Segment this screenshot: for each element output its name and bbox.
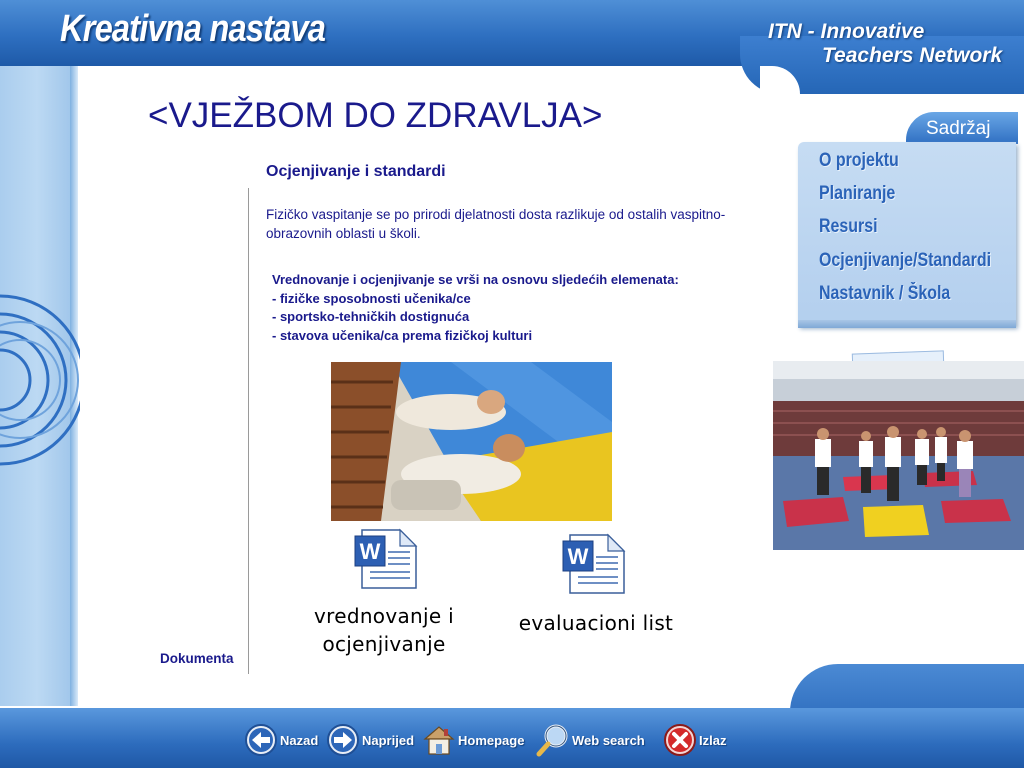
menu-item-grading-standards[interactable]: Ocjenjivanje/Standardi (819, 250, 992, 271)
arrow-right-icon (326, 723, 360, 757)
criteria-item: - fizičke sposobnosti učenika/ce (272, 290, 471, 306)
document-link-evaluation[interactable]: evaluacioni list (518, 611, 674, 635)
homepage-button[interactable] (422, 720, 524, 760)
app-title: Kreativna nastava (60, 8, 326, 50)
exit-label: Izlaz (699, 732, 727, 748)
menu-panel-shadow (798, 320, 1016, 328)
criteria-item: - stavova učenika/ca prema fizičkoj kulturi (272, 327, 533, 343)
criteria-intro: Vrednovanje i ocjenjivanje se vrši na osnovu sljedećih elemenata: (272, 272, 679, 287)
back-label: Nazad (280, 732, 319, 748)
menu-item-planning[interactable]: Planiranje (819, 183, 896, 204)
gym-hall-photo (773, 361, 1024, 550)
web-search-label: Web search (572, 732, 645, 748)
close-icon (663, 723, 697, 757)
next-label: Naprijed (362, 732, 415, 748)
web-search-button[interactable] (536, 720, 645, 760)
intro-paragraph: Fizičko vaspitanje se po prirodi djelatnosti dosta razlikuje od ostalih vaspitno-obrazovnih oblasti u školi. (266, 207, 726, 241)
menu-item-teacher-school[interactable]: Nastavnik / Škola (819, 283, 951, 304)
back-button[interactable] (244, 720, 318, 760)
arrow-left-icon (244, 723, 278, 757)
decorative-circles (0, 290, 80, 470)
documents-label: Dokumenta (160, 651, 234, 666)
network-name-line1: ITN - Innovative (768, 20, 925, 43)
criteria-item: - sportsko-tehničkih dostignuća (272, 309, 470, 324)
page-title: <VJEŽBOM DO ZDRAVLJA> (148, 96, 603, 135)
section-heading: Ocjenjivanje i standardi (266, 163, 446, 180)
content-divider (248, 188, 249, 674)
exit-button[interactable] (663, 720, 726, 760)
word-document-icon[interactable] (562, 533, 626, 595)
word-document-icon[interactable] (354, 528, 418, 590)
menu-title: Sadržaj (926, 118, 991, 139)
svg-text:W: W (567, 544, 589, 569)
situps-photo (331, 362, 612, 521)
next-button[interactable] (326, 720, 414, 760)
menu-item-resources[interactable]: Resursi (819, 216, 878, 237)
magnifier-icon (536, 723, 570, 757)
document-link-grading[interactable]: vrednovanje i ocjenjivanje (314, 604, 454, 656)
network-name-line2: Teachers Network (822, 44, 1003, 67)
svg-text:W: W (359, 539, 381, 564)
menu-item-about[interactable]: O projektu (819, 150, 899, 171)
criteria-list (272, 271, 772, 345)
homepage-label: Homepage (458, 732, 525, 748)
home-icon (422, 723, 456, 757)
